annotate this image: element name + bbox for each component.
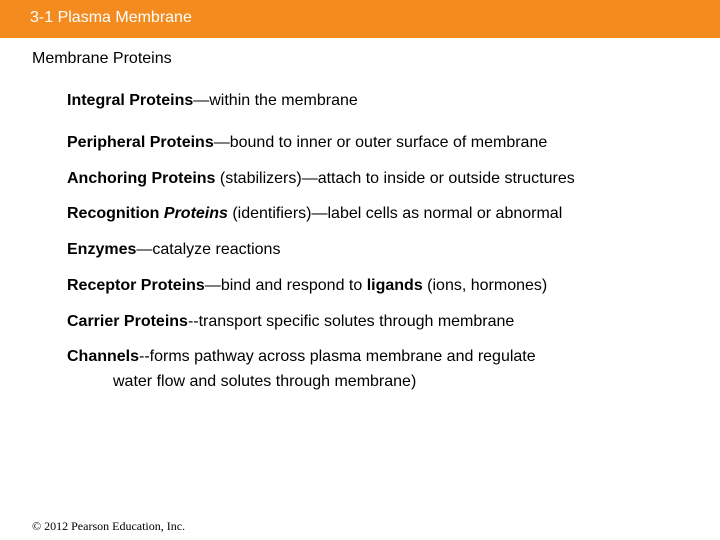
list-item-enzymes xyxy=(67,241,280,259)
item-description: —within the membrane xyxy=(193,92,358,109)
item-term: Channels xyxy=(67,348,140,365)
item-term: Integral Proteins xyxy=(67,92,194,109)
item-description: —bind and respond to xyxy=(204,277,367,294)
header-bar xyxy=(0,0,720,38)
item-description: --transport specific solutes through membrane xyxy=(187,313,515,330)
item-description: —bound to inner or outer surface of membrane xyxy=(213,134,548,151)
item-term: Receptor Proteins xyxy=(67,277,205,294)
item-term-italic: Proteins xyxy=(163,205,228,222)
item-term: Enzymes xyxy=(67,241,137,258)
item-description: --forms pathway across plasma membrane and regulate xyxy=(139,348,536,365)
item-description: (stabilizers)—attach to inside or outside structures xyxy=(215,170,575,187)
list-item-receptor-proteins xyxy=(67,277,547,295)
list-item-integral-proteins xyxy=(67,92,358,110)
list-item-peripheral-proteins xyxy=(67,134,547,152)
item-term: Carrier Proteins xyxy=(67,313,188,330)
item-description: (identifiers)—label cells as normal or abnormal xyxy=(227,205,563,222)
item-term: Peripheral Proteins xyxy=(67,134,214,151)
item-term: Anchoring Proteins xyxy=(67,170,216,187)
copyright-notice: © 2012 Pearson Education, Inc. xyxy=(32,519,186,533)
item-term: Recognition xyxy=(67,205,164,222)
slide-heading: Membrane Proteins xyxy=(32,50,172,67)
item-continuation: water flow and solutes through membrane) xyxy=(113,373,417,390)
item-description-tail: (ions, hormones) xyxy=(422,277,548,294)
item-description: —catalyze reactions xyxy=(136,241,281,258)
list-item-channels xyxy=(67,348,536,391)
list-item-anchoring-proteins xyxy=(67,170,575,188)
item-term-ligands: ligands xyxy=(366,277,423,294)
list-item-recognition-proteins xyxy=(67,205,562,223)
section-title: 3-1 Plasma Membrane xyxy=(30,9,192,26)
list-item-carrier-proteins xyxy=(67,313,514,331)
